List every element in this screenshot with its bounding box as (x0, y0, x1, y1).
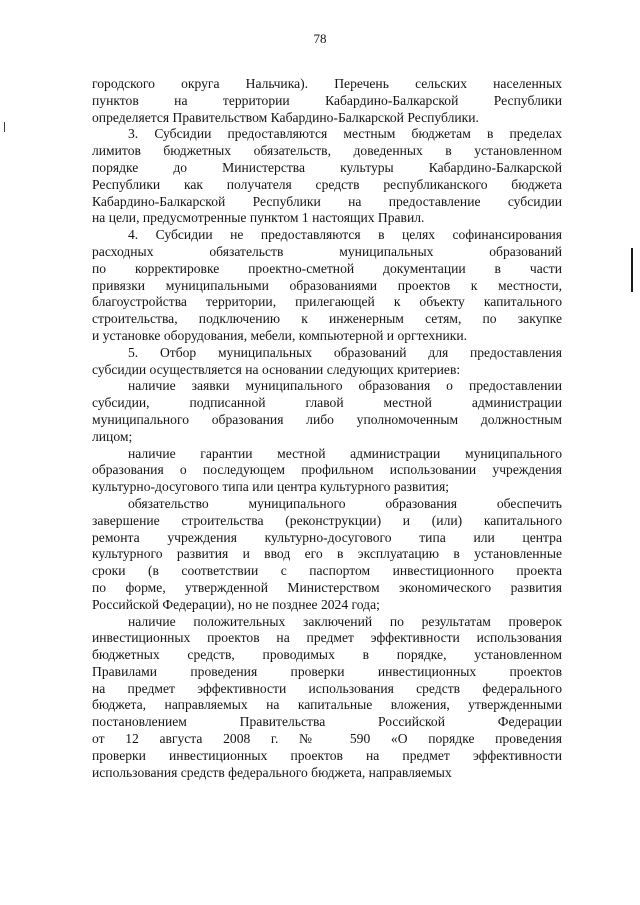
text-line: 3. Субсидии предоставляются местным бюджетам в пределах (128, 126, 562, 142)
paragraph-p4 (92, 378, 562, 445)
text-line: постановлением Правительства Российской Федерации (92, 714, 562, 730)
text-line: ремонта учреждения культурно-досугового типа или центра (92, 529, 562, 545)
text-line: расходных обязательств муниципальных образований (92, 243, 562, 259)
text-line: 5. Отбор муниципальных образований для предоставления (128, 344, 562, 360)
text-line: Правилами проведения проверки инвестиционных проектов (92, 663, 562, 679)
text-line: субсидии, подписанной главой местной администрации (92, 395, 562, 411)
scan-artifact-mark (4, 122, 5, 132)
text-line: образования о последующем профильном использовании учреждения (92, 462, 562, 478)
text-line: наличие положительных заключений по результатам проверок (128, 613, 562, 629)
text-line: 4. Субсидии не предоставляются в целях софинансирования (128, 227, 562, 243)
text-line: по корректировке проектно-сметной документации в части (92, 260, 562, 276)
text-line: муниципального образования либо уполномоченным должностным (92, 411, 562, 427)
text-line: определяется Правительством Кабардино-Балкарской Республики. (92, 109, 479, 125)
paragraph-p6 (92, 496, 562, 614)
page-number: 78 (313, 31, 327, 46)
text-line: наличие заявки муниципального образования о предоставлении (128, 378, 562, 394)
text-line: культурного развития и ввод его в эксплуатацию в установленные (92, 546, 562, 562)
text-line: от 12 августа 2008 г. № 590 «О порядке проведения (92, 731, 562, 747)
text-line: культурно-досугового типа или центра культурного развития; (92, 479, 449, 495)
text-line: на цели, предусмотренные пунктом 1 настоящих Правил. (92, 210, 425, 226)
text-line: лимитов бюджетных обязательств, доведенных в установленном (92, 143, 562, 159)
text-line: завершение строительства (реконструкции) и (или) капитального (92, 512, 562, 528)
text-line: Кабардино-Балкарской Республики на предоставление субсидии (92, 193, 562, 209)
text-line: сроки (в соответствии с паспортом инвестиционного проекта (92, 563, 562, 579)
paragraph-p5 (92, 446, 562, 496)
text-line: проверки инвестиционных проектов на предмет эффективности (92, 747, 562, 763)
text-line: субсидии осуществляется на основании следующих критериев: (92, 361, 461, 377)
scan-artifact-bar (631, 248, 633, 292)
text-line: лицом; (92, 428, 133, 444)
text-line: благоустройства территории, прилегающей к объекту капитального (92, 294, 562, 310)
text-line: пунктов на территории Кабардино-Балкарской Республики (92, 92, 562, 108)
text-line: обязательство муниципального образования обеспечить (128, 495, 562, 511)
text-line: использования средств федерального бюджета, направляемых (92, 764, 452, 780)
paragraph-p7 (92, 614, 562, 782)
text-line: бюджетных средств, проводимых в порядке, установленном (92, 647, 562, 663)
text-line: порядке до Министерства культуры Кабардино-Балкарской (92, 159, 562, 175)
text-line: Российской Федерации), но не позднее 2024 года; (92, 596, 380, 612)
document-body (92, 76, 562, 781)
paragraph-p0 (92, 76, 562, 126)
paragraph-p1 (92, 126, 562, 227)
text-line: Республики как получателя средств республиканского бюджета (92, 176, 562, 192)
text-line: по форме, утвержденной Министерством экономического развития (92, 579, 562, 595)
text-line: наличие гарантии местной администрации муниципального (128, 445, 562, 461)
text-line: строительства, подключению к инженерным сетям, по закупке (92, 311, 562, 327)
text-line: инвестиционных проектов на предмет эффективности использования (92, 630, 562, 646)
text-line: и установке оборудования, мебели, компьютерной и оргтехники. (92, 327, 468, 343)
paragraph-p3 (92, 345, 562, 379)
text-line: бюджета, направляемых на капитальные вложения, утвержденными (92, 697, 562, 713)
text-line: на предмет эффективности использования средств федерального (92, 680, 562, 696)
text-line: городского округа Нальчика). Перечень сельских населенных (92, 76, 562, 91)
paragraph-p2 (92, 227, 562, 345)
text-line: привязки муниципальными образованиями проектов к местности, (92, 277, 562, 293)
